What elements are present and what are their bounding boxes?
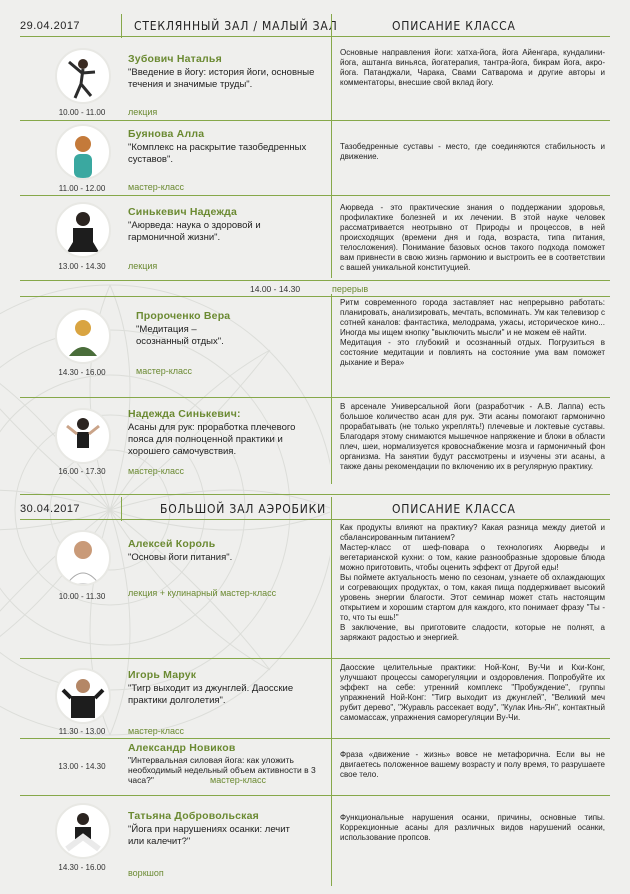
divider	[121, 497, 122, 521]
session-time: 16.00 - 17.30	[58, 467, 106, 476]
session-title: "Аюрведа: наука о здоровой и гармоничной жизни".	[128, 220, 261, 243]
session-title: "Введение в йогу: история йоги, основные течения и значимые труды".	[128, 67, 315, 90]
break-time: 14.00 - 14.30	[250, 284, 301, 294]
speaker-name: Татьяна Добровольская	[128, 810, 260, 822]
session-type: мастер-класс	[128, 466, 185, 476]
row-divider	[20, 296, 610, 297]
session-description: Функциональные нарушения осанки, причины, основные типы. Коррекционные асаны для различных видов нарушений осанки, использование пропсов.	[340, 813, 605, 842]
day1-header	[0, 14, 630, 40]
speaker-name: Пророченко Вера	[136, 310, 231, 322]
divider	[331, 14, 332, 38]
day1-desc-header: ОПИСАНИЕ КЛАССА	[392, 19, 516, 33]
row-divider	[20, 397, 610, 398]
divider	[121, 14, 122, 38]
speaker-name: Алексей Король	[128, 538, 216, 550]
session-type: мастер-класс	[210, 775, 267, 785]
column-divider	[331, 294, 332, 484]
session-description: Фраза «движение - жизнь» вовсе не метафорична. Если вы не двигаетесь положенное вашему возрасту и полу время, то разрушаете свое тело.	[340, 750, 605, 779]
day2-date: 30.04.2017	[20, 503, 81, 515]
session-title: "Основы йоги питания".	[128, 552, 233, 563]
session-title: "Медитация – осознанный отдых".	[136, 324, 224, 347]
session-type: лекция	[128, 107, 158, 117]
session-description: Даосские целительные практики: Ной-Конг, Ву-Чи и Кхи-Конг, улучшают процессы саморегуляции и оздоровления. Попробуйте их эффект на себе: утренний комплекс "Пробуждение", группы упражнений Ной-Конг: "Тигр выходит из джунглей", "Великий меч рубит дерево", "Журавль рассекает воду", "Кулак Инь-Ян", контактный самомассаж, упражнения саморегуляции Ву-Чи.	[340, 663, 605, 722]
day2-hall: БОЛЬШОЙ ЗАЛ АЭРОБИКИ	[160, 502, 326, 516]
day1-date: 29.04.2017	[20, 20, 81, 32]
session-type: мастер-класс	[136, 366, 193, 376]
day2-header	[0, 497, 630, 523]
session-time: 13.00 - 14.30	[58, 762, 106, 771]
avatar	[55, 408, 111, 464]
row-divider	[20, 195, 610, 196]
break-label: перерыв	[332, 284, 369, 294]
speaker-name: Александр Новиков	[128, 742, 236, 754]
session-time: 13.00 - 14.30	[58, 262, 106, 271]
speaker-name: Зубович Наталья	[128, 53, 222, 65]
row-divider	[20, 494, 610, 495]
header-underline	[20, 519, 610, 520]
speaker-name: Синькевич Надежда	[128, 206, 237, 218]
session-title: "Комплекс на раскрытие тазобедренных суставов".	[128, 142, 307, 165]
session-description: Аюрведа - это практические знания о поддержании здоровья, профилактике болезней и их лечении. В этой науке человек рассматривается неотрывно от Природы и процессов, в ней происходящих (времени дня и года, возраста, типа питания, телосложения). Понимание базовых основ такого подхода поможет вам привнести в свою жизнь гармонию и выстроить ее в соответствии с вашей уникальной конституцией.	[340, 203, 605, 272]
column-divider	[331, 521, 332, 886]
avatar	[55, 308, 111, 364]
header-underline	[20, 36, 610, 37]
session-type: мастер-класс	[128, 726, 185, 736]
avatar	[55, 803, 111, 859]
row-divider	[20, 658, 610, 659]
session-title: Асаны для рук: проработка плечевого пояса для полноценной практики и хорошего самочувствия.	[128, 422, 296, 457]
session-title: "Йога при нарушениях осанки: лечит или калечит?"	[128, 824, 290, 847]
session-time: 14.30 - 16.00	[58, 368, 106, 377]
day2-desc-header: ОПИСАНИЕ КЛАССА	[392, 502, 516, 516]
session-description: Основные направления йоги: хатха-йога, йога Айенгара, кундалини-йога, аштанга виньяса, йогатерапия, тантра-йога, бикрам йога, акро-йога. Патанджали, Чарака, Свами Сатварома и другие авторы и комментаторы, внесшие свой вклад йогу.	[340, 48, 605, 87]
session-type: лекция	[128, 261, 158, 271]
column-divider	[331, 38, 332, 278]
divider	[331, 497, 332, 521]
session-description: Тазобедренные суставы - место, где соединяются стабильность и движение.	[340, 142, 605, 161]
speaker-name: Надежда Синькевич:	[128, 408, 241, 420]
session-time: 10.00 - 11.30	[58, 592, 106, 601]
session-title: "Тигр выходит из джунглей. Даосские практики долголетия".	[128, 683, 294, 706]
avatar	[55, 668, 111, 724]
session-time: 10.00 - 11.00	[58, 108, 106, 117]
row-divider	[20, 738, 610, 739]
session-type: воркшоп	[128, 868, 164, 878]
speaker-name: Буянова Алла	[128, 128, 205, 140]
row-divider	[20, 795, 610, 796]
day1-hall: СТЕКЛЯННЫЙ ЗАЛ / МАЛЫЙ ЗАЛ	[134, 19, 338, 33]
session-time: 11.00 - 12.00	[58, 184, 106, 193]
session-title: "Интервальная силовая йога: как уложить необходимый недельный объем активности в 3 часа?"	[128, 755, 316, 785]
session-description: Как продукты влияют на практику? Какая разница между диетой и сбалансированным питанием? Мастер-класс от шеф-повара о технологиях Аюрведы и вегетарианской кухни: о том, какие разнообразные здоровые блюда можно приготовить, чтобы оценить эффект от Другой еды! Вы поймете актуальность меню по сезонам, узнаете об охлаждающих и согревающих продуктах, о том, какая пища поддерживает высокий уровень энергии благости. Этот семинар может стать настоящим открытием и хорошим стартом для каждого, кто понимает фразу "Ты - то, что ты ешь!" В заключение, вы приготовите сладости, которые не полнят, а заряжают радостью и энергией.	[340, 523, 605, 642]
session-description: Ритм современного города заставляет нас непрерывно работать: планировать, анализировать, мечтать, вспоминать. Ум как телевизор с сотней каналов: фантастика, мелодрама, ужасы, историческое кино... Иногда мы ищем кнопку "выключить мысли" и не можем её найти. Медитация - это глубокий и осознанный отдых. Погрузиться в состояние медитации и повлиять на состояние ума вам поможет дыхание и Вера»	[340, 298, 605, 367]
avatar	[55, 202, 111, 258]
avatar	[55, 48, 111, 104]
avatar	[55, 530, 111, 586]
session-time: 11.30 - 13.00	[58, 727, 106, 736]
speaker-name: Игорь Марук	[128, 669, 197, 681]
row-divider	[20, 280, 610, 281]
row-divider	[20, 120, 610, 121]
avatar	[55, 124, 111, 180]
session-type: лекция + кулинарный мастер-класс	[128, 588, 277, 598]
session-type: мастер-класс	[128, 182, 185, 192]
session-time: 14.30 - 16.00	[58, 863, 106, 872]
session-description: В арсенале Универсальной йоги (разработчик - А.В. Лаппа) есть большое количество асан для рук. Эти асаны помогают гармонично прорабатывать (не только укреплять!) плечевые и локтевые суставы. Благодаря этому снимаются мышечное напряжение и блоки в области плеч, шеи, нормализуется кровоснабжение мозга и гармоничный фон организма. На занятии будут рассмотрены и изучены эти асаны, а также даны рекомендации по включению их в регулярную практику.	[340, 402, 605, 471]
